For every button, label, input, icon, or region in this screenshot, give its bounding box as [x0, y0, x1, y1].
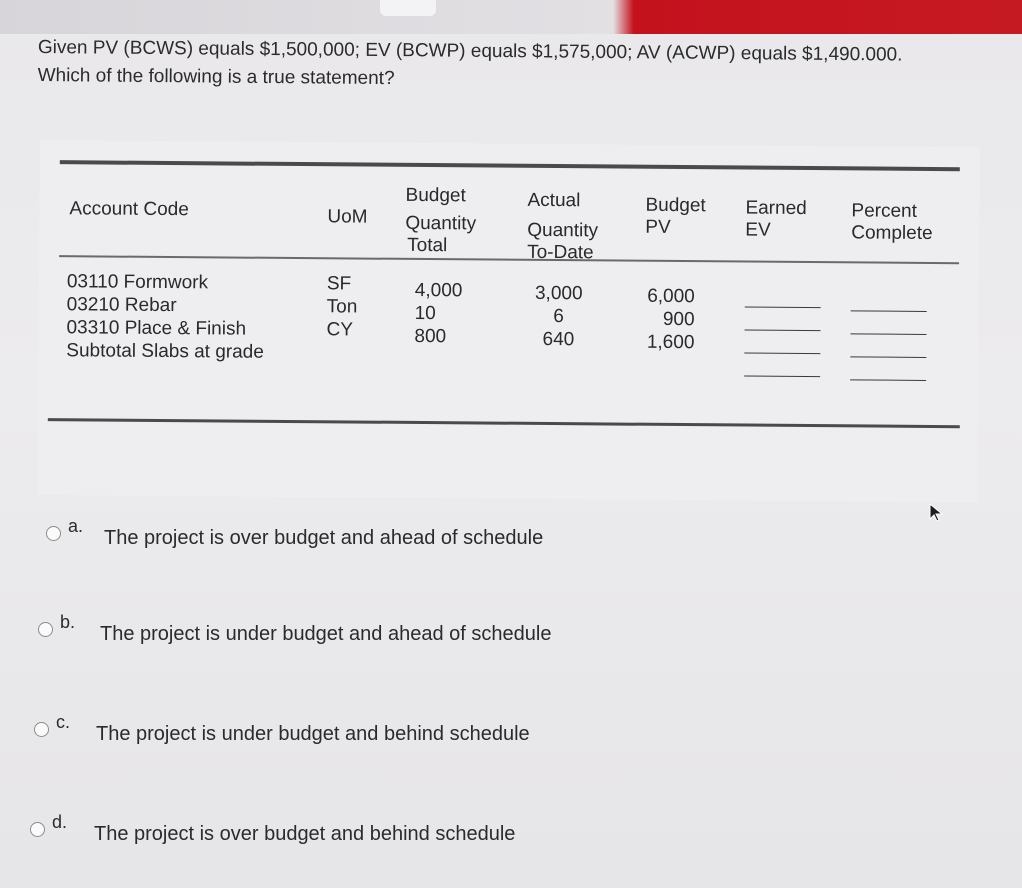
- header-earned-ev-line2: EV: [745, 219, 771, 241]
- option-letter: c.: [56, 712, 71, 732]
- option-text: The project is under budget and ahead of schedule: [100, 623, 552, 645]
- header-actual-quantity: [527, 190, 598, 265]
- budget-quantity-cell: 4,000: [414, 279, 463, 302]
- header-earned-ev-line1: Earned: [745, 197, 807, 220]
- table-top-rule: [60, 160, 960, 171]
- budget-quantity-cell: 800: [414, 325, 447, 348]
- question-line-2: Which of the following is a true statement?: [37, 64, 395, 90]
- header-budget-quantity-line2: Quantity: [405, 212, 477, 235]
- option-text: The project is over budget and ahead of schedule: [104, 527, 544, 549]
- radio-unselected-icon[interactable]: [38, 622, 53, 637]
- browser-tab[interactable]: [380, 0, 436, 16]
- option-text: The project is under budget and behind schedule: [96, 723, 530, 745]
- uom-column: [326, 272, 357, 341]
- header-budget-pv-line1: Budget: [645, 194, 706, 217]
- blank-line: [745, 330, 821, 333]
- account-code-column: [66, 270, 264, 364]
- blank-line: [745, 307, 821, 310]
- blank-line: [744, 376, 820, 379]
- budget-pv-cell: 900: [662, 308, 695, 331]
- question-text: [38, 34, 978, 98]
- header-budget-quantity-line3: Total: [407, 234, 448, 257]
- actual-quantity-cell: 640: [542, 328, 575, 351]
- budget-quantity-cell: 10: [414, 302, 436, 325]
- header-budget-pv: [645, 195, 706, 239]
- mouse-pointer-icon: [928, 503, 944, 523]
- radio-unselected-icon[interactable]: [34, 722, 49, 737]
- question-line-1: Given PV (BCWS) equals $1,500,000; EV (BCWP) equals $1,575,000; AV (ACWP) equals $1,490.000.: [37, 36, 903, 66]
- header-actual-quantity-line3: To-Date: [527, 241, 594, 264]
- header-percent-complete: [851, 200, 933, 245]
- radio-unselected-icon[interactable]: [30, 822, 45, 837]
- earned-ev-blanks: [744, 307, 821, 400]
- header-actual-quantity-line2: Quantity: [527, 219, 599, 242]
- option-letter: a.: [68, 516, 84, 536]
- radio-unselected-icon[interactable]: [46, 526, 61, 541]
- header-percent-complete-line1: Percent: [851, 200, 918, 222]
- uom-cell: Ton: [326, 296, 358, 318]
- account-cell: 03210 Rebar: [66, 294, 177, 317]
- blank-line: [850, 356, 926, 359]
- header-account-code: Account Code: [69, 198, 189, 221]
- table-header-rule: [59, 255, 959, 264]
- budget-pv-cell: 6,000: [647, 285, 695, 308]
- account-cell: 03110 Formwork: [66, 271, 209, 294]
- option-text: The project is over budget and behind schedule: [94, 823, 516, 845]
- actual-quantity-cell: 6: [553, 306, 564, 328]
- blank-line: [850, 333, 926, 336]
- budget-pv-column: [638, 285, 695, 354]
- budget-quantity-column: [414, 279, 462, 348]
- table-bottom-rule: [48, 418, 960, 428]
- subtotal-label: Subtotal Slabs at grade: [66, 340, 264, 363]
- blank-line: [744, 353, 820, 356]
- actual-quantity-cell: 3,000: [534, 282, 583, 305]
- budget-pv-cell: 1,600: [646, 331, 695, 354]
- uom-cell: CY: [326, 319, 354, 341]
- header-budget-quantity-line1: Budget: [405, 184, 466, 207]
- account-cell: 03310 Place & Finish: [66, 317, 247, 340]
- actual-quantity-column: [528, 282, 589, 351]
- browser-top-bar: [0, 0, 1022, 34]
- option-letter: b.: [60, 612, 76, 632]
- header-budget-quantity: [405, 185, 476, 258]
- header-percent-complete-line2: Complete: [851, 222, 933, 245]
- blank-line: [850, 379, 926, 382]
- header-actual-quantity-line1: Actual: [527, 189, 581, 212]
- header-budget-pv-line2: PV: [645, 216, 671, 238]
- header-earned-ev: [745, 198, 807, 242]
- percent-complete-blanks: [850, 310, 927, 403]
- blank-line: [851, 310, 927, 313]
- uom-cell: SF: [326, 273, 352, 295]
- header-uom: UoM: [327, 206, 368, 228]
- cost-report-table: [37, 140, 980, 502]
- option-letter: d.: [52, 812, 68, 832]
